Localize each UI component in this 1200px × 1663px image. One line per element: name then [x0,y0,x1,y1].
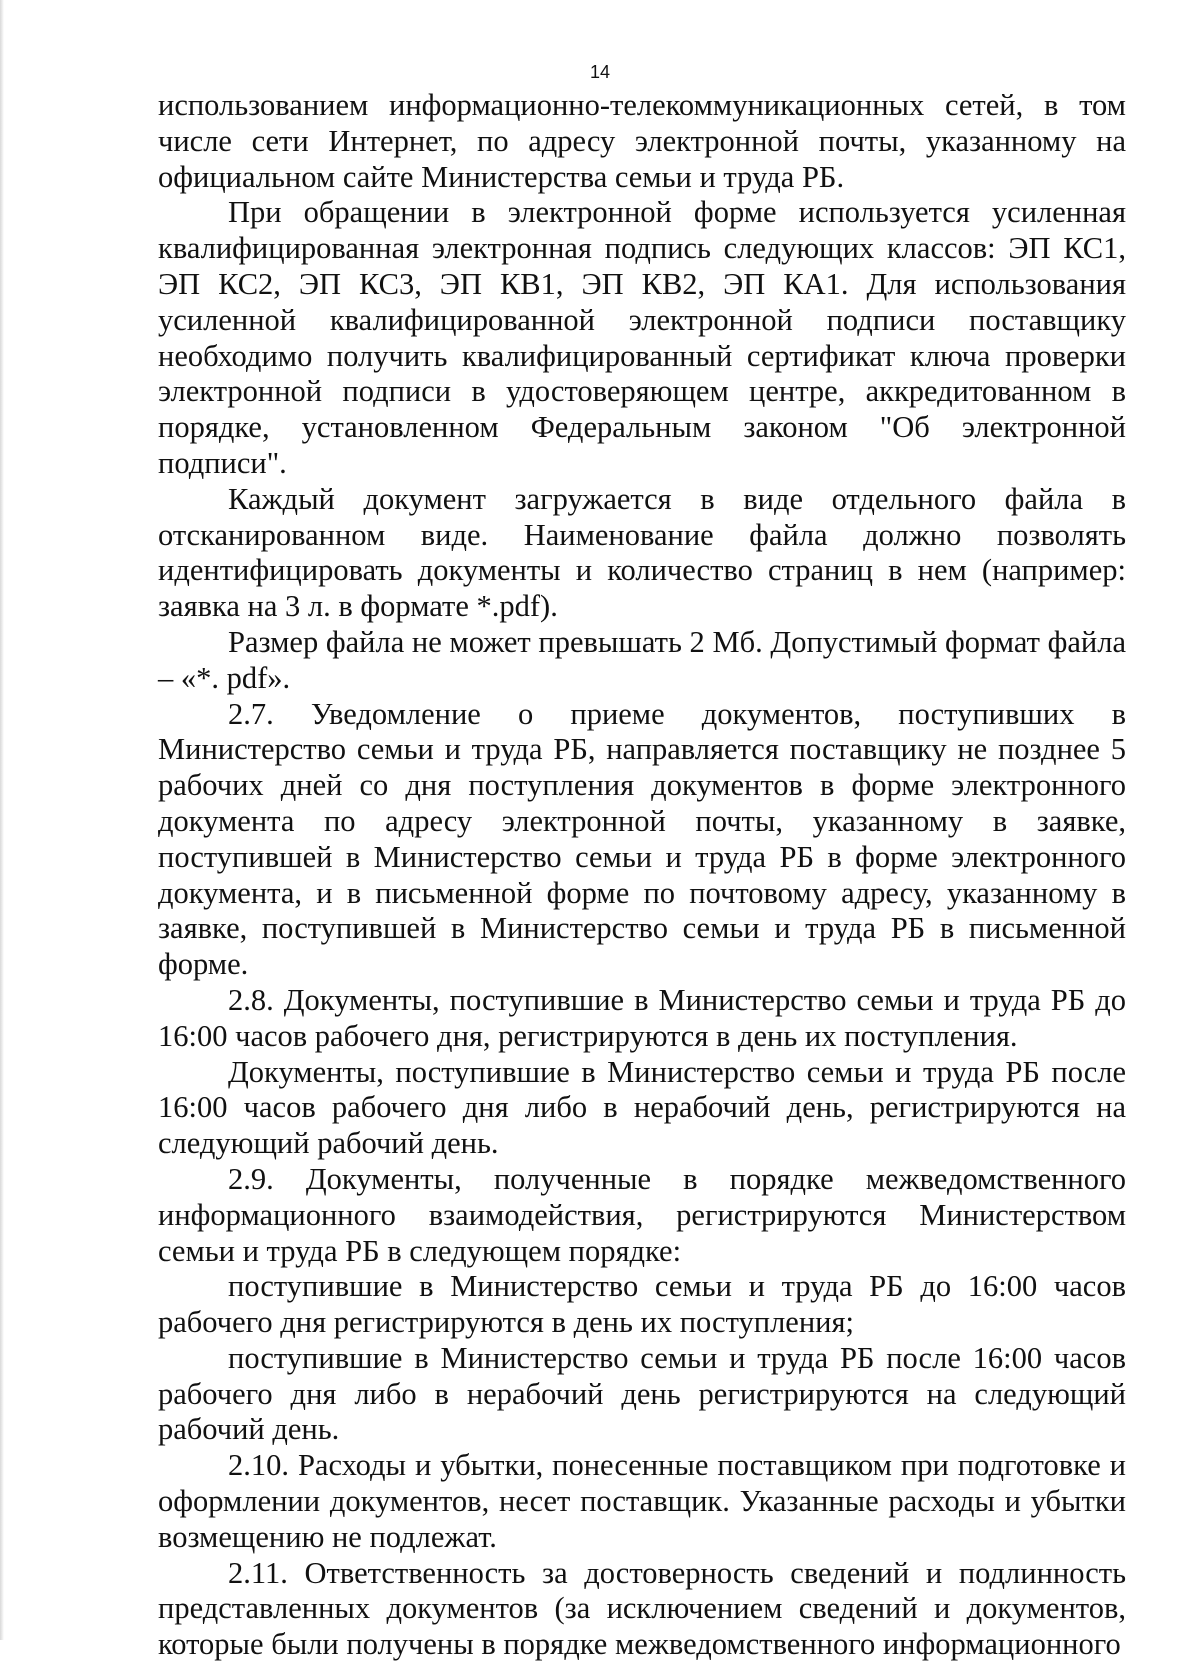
paragraph-file-upload: Каждый документ загружается в виде отдельного файла в отсканированном виде. Наименование файла должно позволять идентифицировать документы и количество страниц в нем (например: заявка на 3 л. в формате *.pdf). [158,481,1126,624]
paragraph-continuation: использованием информационно-телекоммуникационных сетей, в том числе сети Интернет, по адресу электронной почты, указанному на официальном сайте Министерства семьи и труда РБ. [158,88,1126,194]
page-number: 14 [589,62,611,82]
paragraph-file-size: Размер файла не может превышать 2 Мб. Допустимый формат файла – «*. pdf». [158,624,1126,695]
paragraph-2-9: 2.9. Документы, полученные в порядке межведомственного информационного взаимодействия, регистрируются Министерством семьи и труда РБ в следующем порядке: [158,1161,1126,1268]
paragraph-2-9-before-16: поступившие в Министерство семьи и труда РБ до 16:00 часов рабочего дня регистрируются в день их поступления; [158,1269,1126,1340]
paragraph-2-10: 2.10. Расходы и убытки, понесенные поставщиком при подготовке и оформлении документов, несет поставщик. Указанные расходы и убытки возмещению не подлежат. [158,1448,1126,1554]
paragraph-2-7: 2.7. Уведомление о приеме документов, поступивших в Министерство семьи и труда РБ, направляется поставщику не позднее 5 рабочих дней со дня поступления документов в форме электронного документа по адресу электронной почты, указанному в заявке, поступившей в Министерство семьи и труда РБ в форме электронного документа, и в письменной форме по почтовому адресу, указанному в заявке, поступившей в Министерство семьи и труда РБ в письменной форме. [158,696,1126,982]
paragraph-2-8: 2.8. Документы, поступившие в Министерство семьи и труда РБ до 16:00 часов рабочего дня, регистрируются в день их поступления. [158,982,1126,1053]
paragraph-2-9-after-16: поступившие в Министерство семьи и труда РБ после 16:00 часов рабочего дня либо в нерабочий день регистрируются на следующий рабочий день. [158,1340,1126,1447]
paragraph-2-8-after-hours: Документы, поступившие в Министерство семьи и труда РБ после 16:00 часов рабочего дня либо в нерабочий день, регистрируются на следующий рабочий день. [158,1054,1126,1161]
paragraph-2-11: 2.11. Ответственность за достоверность сведений и подлинность представленных документов (за исключением сведений и документов, которые были получены в порядке межведомственного информационного [158,1555,1126,1662]
scan-edge [0,0,4,1640]
paragraph-electronic-signature: При обращении в электронной форме используется усиленная квалифицированная электронная подпись следующих классов: ЭП КС1, ЭП КС2, ЭП КС3, ЭП КВ1, ЭП КВ2, ЭП КА1. Для использования усиленной квалифицированной электронной подписи поставщику необходимо получить квалифицированный сертификат ключа проверки электронной подписи в удостоверяющем центре, аккредитованном в порядке, установленном Федеральным законом "Об электронной подписи". [158,195,1126,480]
document-body [158,88,1126,1663]
